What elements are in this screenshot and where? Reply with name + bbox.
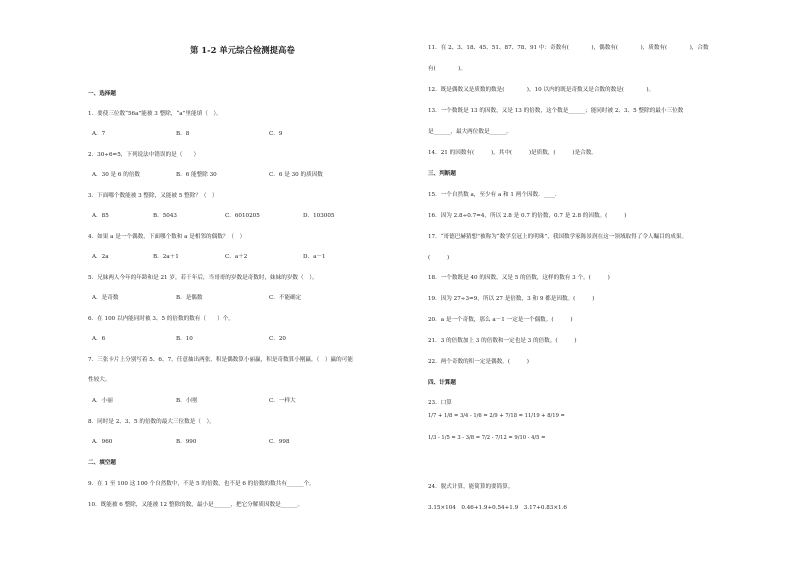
question-line-q1c: C．9 bbox=[269, 131, 283, 137]
fraction-row-1: 1/7 + 1/8 = 3/4 - 1/6 = 2/9 + 7/18 = 11/19 + 8/19 = bbox=[428, 413, 565, 419]
question-line-q7x: 性较大。 bbox=[88, 377, 111, 383]
question-line-q17: 17．“哥德巴赫猜想”被称为“数学皇冠上的明珠”，我国数学家陈景润在这一领域取得了令人瞩目的成果。 bbox=[428, 234, 688, 240]
question-line-q10: 10．既能被 6 整除，又能被 12 整除的数，最小是______，把它分解质因数是______。 bbox=[88, 502, 304, 508]
question-line-q24: 24．脱式计算，能简算的要简算。 bbox=[428, 484, 514, 490]
section-heading-sec1: 一、选择题 bbox=[88, 91, 116, 97]
question-line-q21: 21．3 的倍数加上 3 的倍数和一定也是 3 的倍数。( ) bbox=[428, 338, 577, 344]
question-line-q24x: 3.15×104 0.46+1.9+0.54+1.9 3.17+0.83×1.6 bbox=[428, 505, 567, 511]
question-line-q9: 9．在 1 至 100 这 100 个自然数中，不是 5 的倍数，也不是 6 的倍数的数共有______个。 bbox=[88, 481, 315, 487]
question-line-q3d: D．103005 bbox=[303, 213, 335, 219]
question-line-q8: 8．同时是 2、3、5 的倍数的最大三位数是（ ）。 bbox=[88, 419, 215, 425]
question-line-q13x: 是______，最大两位数是______。 bbox=[428, 129, 512, 135]
question-line-q4b: B．2a＋1 bbox=[153, 254, 179, 260]
question-line-q6: 6．在 100 以内能同时被 3、5 的倍数的数有（ ）个。 bbox=[88, 316, 234, 322]
question-line-q4a: A．2a bbox=[92, 254, 109, 260]
question-line-q22: 22．两个奇数的积一定是偶数。( ) bbox=[428, 359, 529, 365]
question-line-q2a: A．30 是 6 的倍数 bbox=[92, 172, 141, 178]
question-line-q18: 18．一个数既是 40 的因数，又是 5 的倍数，这样的数有 3 个。( ) bbox=[428, 275, 610, 281]
question-line-q4c: C．a＋2 bbox=[225, 254, 248, 260]
question-line-q11: 11．在 2、3、18、45、51、87、78、91 中：奇数有( )，偶数有( )，质数有( )，合数 bbox=[428, 45, 709, 51]
question-line-q5a: A．是奇数 bbox=[92, 295, 119, 301]
question-line-q4d: D．a－1 bbox=[303, 254, 326, 260]
question-line-q2c: C．6 是 30 的质因数 bbox=[269, 172, 323, 178]
question-line-q2: 2．30÷6=5，下列说法中错误的是（ ） bbox=[88, 152, 200, 158]
question-line-q14: 14．21 的因数有( )，其中( )是质数，( )是合数。 bbox=[428, 150, 597, 156]
question-line-q7b: B．小刚 bbox=[176, 398, 197, 404]
section-heading-sec2: 二、填空题 bbox=[88, 460, 116, 466]
question-line-q16: 16．因为 2.8÷0.7=4，所以 2.8 是 0.7 的倍数，0.7 是 2.8 的因数。( ) bbox=[428, 213, 627, 219]
question-line-q5b: B．是偶数 bbox=[176, 295, 203, 301]
question-line-q8c: C．998 bbox=[269, 439, 290, 445]
question-line-q19: 19．因为 27÷3=9，所以 27 是倍数，3 和 9 都是因数。( ) bbox=[428, 296, 595, 302]
question-line-q11x: 有( )。 bbox=[428, 66, 466, 72]
question-line-q8b: B．990 bbox=[176, 439, 197, 445]
question-line-q7a: A．小丽 bbox=[92, 398, 113, 404]
question-line-q20: 20．a 是一个奇数，那么 a－1 一定是一个偶数。( ) bbox=[428, 317, 573, 323]
question-line-q23: 23．口算 bbox=[428, 400, 452, 406]
question-line-q6a: A．6 bbox=[92, 336, 106, 342]
question-line-q6b: B．10 bbox=[176, 336, 193, 342]
question-line-q1a: A．7 bbox=[92, 131, 106, 137]
question-line-q5: 5．兄妹两人今年的年龄和是 21 岁，若干年后，当哥哥的岁数是奇数时，妹妹的岁数（ ）。 bbox=[88, 275, 318, 281]
question-line-q6c: C．20 bbox=[269, 336, 286, 342]
question-line-q1: 1．要使三位数“56a”能被 3 整除，“a”里能填（ ）。 bbox=[88, 111, 222, 117]
question-line-q17x: ( ) bbox=[428, 255, 450, 261]
page-title: 第 1-2 单元综合检测提高卷 bbox=[190, 45, 295, 55]
question-line-q5c: C．不能确定 bbox=[269, 295, 302, 301]
fraction-row-2: 1/3 - 1/5 = 3 - 3/8 = 7/2 - 7/12 = 9/10 - 4/5 = bbox=[428, 435, 546, 441]
question-line-q15: 15．一个自然数 a，至少有 a 和 1 两个因数．____． bbox=[428, 192, 561, 198]
question-line-q2b: B．6 能整除 30 bbox=[176, 172, 217, 178]
question-line-q7: 7．三张卡片上分别写着 5、6、7，任意抽出两张，积是偶数算小丽赢，积是奇数算小刚赢，（ ）赢的可能 bbox=[88, 357, 353, 363]
question-line-q3b: B．5043 bbox=[153, 213, 177, 219]
section-heading-sec3: 三、判断题 bbox=[428, 171, 456, 177]
question-line-q3a: A．85 bbox=[92, 213, 109, 219]
question-line-q1b: B．8 bbox=[176, 131, 190, 137]
question-line-q7c: C．一样大 bbox=[269, 398, 296, 404]
question-line-q8a: A．960 bbox=[92, 439, 113, 445]
question-line-q4: 4．如果 a 是一个偶数，下面哪个数和 a 是相邻的偶数？（ ） bbox=[88, 234, 246, 240]
question-line-q12: 12．既是偶数又是质数的数是( )，10 以内的既是奇数又是合数的数是( )。 bbox=[428, 87, 655, 93]
section-heading-sec4: 四、计算题 bbox=[428, 380, 456, 386]
question-line-q3c: C．6010205 bbox=[225, 213, 260, 219]
question-line-q3: 3．下面哪个数能被 3 整除，又能被 5 整除？（ ） bbox=[88, 193, 218, 199]
question-line-q13: 13．一个数既是 13 的因数，又是 13 的倍数，这个数是______；能同时被 2、3、5 整除的最小三位数 bbox=[428, 108, 684, 114]
